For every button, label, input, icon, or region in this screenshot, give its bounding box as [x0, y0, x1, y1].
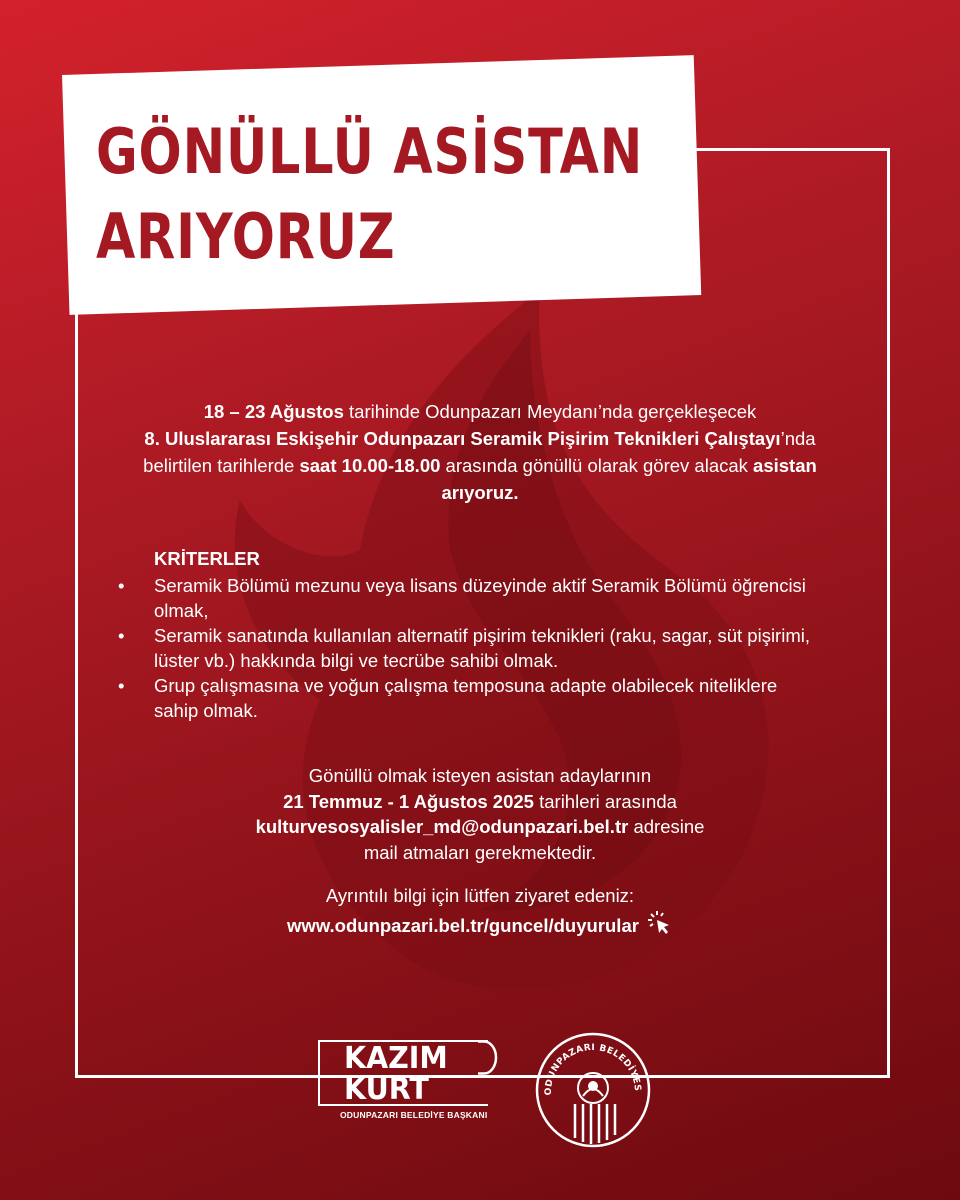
cursor-click-icon [647, 910, 673, 944]
svg-text:ODUNPAZARI BELEDİYESİ: ODUNPAZARI BELEDİYES [543, 1042, 643, 1096]
event-name: 8. Uluslararası Eskişehir Odunpazarı Seramik Pişirim Teknikleri Çalıştayı [144, 428, 781, 449]
kazim-logo-subtitle: ODUNPAZARI BELEDİYE BAŞKANI [340, 1110, 488, 1120]
intro-closing: asistan arıyoruz. [441, 455, 817, 503]
criteria-list [118, 573, 818, 723]
list-item: • Seramik Bölümü mezunu veya lisans düzeyinde aktif Seramik Bölümü öğrencisi olmak, [118, 573, 818, 623]
info-url-link[interactable]: www.odunpazari.bel.tr/guncel/duyurular [287, 914, 639, 936]
kazim-logo-text: KAZIM KURT [344, 1041, 448, 1107]
intro-paragraph: 18 – 23 Ağustos tarihinde Odunpazarı Meydanı’nda gerçekleşecek 8. Uluslararası Eskişehir Odunpazarı Seramik Pişirim Teknikleri Çalıştayı’nda belirtilen tarihlerde saat 10.00-18.00 arasında gönüllü olarak görev alacak asistan arıyoruz. [143, 401, 817, 503]
application-dates: 21 Temmuz - 1 Ağustos 2025 [283, 790, 534, 812]
list-item: • Grup çalışmasına ve yoğun çalışma temposuna adapte olabilecek niteliklere sahip olmak. [118, 673, 818, 723]
event-dates: 18 – 23 Ağustos [203, 401, 344, 422]
application-email[interactable]: kulturvesosyalisler_md@odunpazari.bel.tr [255, 816, 629, 837]
page-title-line2: ARIYORUZ [96, 200, 396, 273]
info-paragraph: Ayrıntılı bilgi için lütfen ziyaret edeniz: www.odunpazari.bel.tr/guncel/duyurular [140, 882, 820, 944]
page-title-line1: GÖNÜLLÜ ASİSTAN [96, 115, 644, 188]
work-hours: saat 10.00-18.00 [299, 455, 441, 476]
kazim-logo-curve [478, 1040, 498, 1106]
kazim-kurt-logo [318, 1040, 498, 1126]
criteria-section [118, 546, 818, 723]
criteria-heading: KRİTERLER [154, 548, 260, 569]
odunpazari-municipality-seal [533, 1030, 653, 1150]
application-paragraph: Gönüllü olmak isteyen asistan adaylarının 21 Temmuz - 1 Ağustos 2025 tarihleri arasında kulturvesosyalisler_md@odunpazari.bel.tr adresine mail atmaları gerekmektedir. [255, 765, 705, 863]
list-item: • Seramik sanatında kullanılan alternatif pişirim teknikleri (raku, sagar, süt pişirimi, lüster vb.) hakkında bilgi ve tecrübe sahibi olmak. [118, 623, 818, 673]
